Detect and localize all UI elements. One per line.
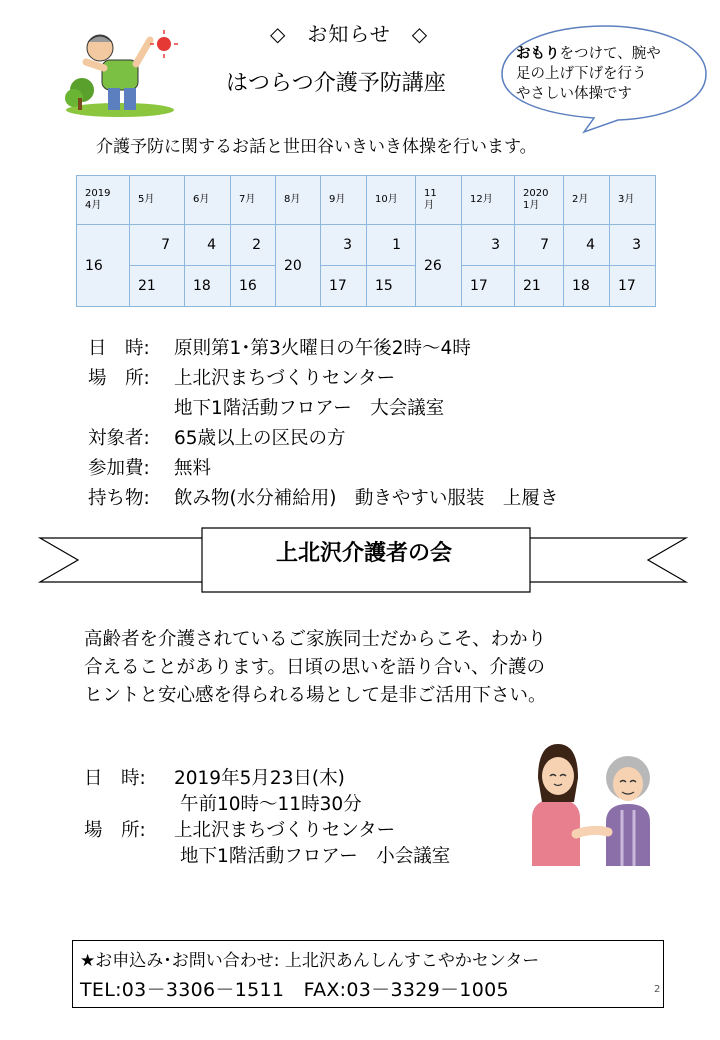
- course-details: [88, 334, 558, 514]
- target-label: 対象者:: [88, 428, 150, 449]
- schedule-table: [76, 175, 656, 307]
- target-value: 65歳以上の区民の方: [174, 428, 346, 449]
- month-cell: 11 月: [416, 176, 462, 225]
- bring-value: 飲み物(水分補給用) 動きやすい服装 上履き: [174, 488, 559, 509]
- date-cell: 7: [515, 225, 564, 266]
- bubble-text: おもりをつけて、腕や 足の上げ下げを行う やさしい体操です: [516, 46, 661, 102]
- date-value: 原則第1･第3火曜日の午後2時～4時: [174, 338, 471, 359]
- date-cell: 18: [185, 266, 231, 307]
- bring-label: 持ち物:: [88, 488, 150, 509]
- exercise-person-illustration: [64, 28, 190, 118]
- date-cell: 26: [416, 225, 462, 307]
- date-cell: 17: [321, 266, 367, 307]
- place-value: 上北沢まちづくりセンター: [174, 368, 396, 389]
- date-cell: 20: [276, 225, 321, 307]
- month-cell: 3月: [610, 176, 656, 225]
- caregivers-title: 上北沢介護者の会: [275, 541, 452, 566]
- fee-label: 参加費:: [88, 458, 150, 479]
- meeting-room-value: 地下1階活動フロアー 小会議室: [180, 846, 451, 867]
- date-cell: 2: [231, 225, 276, 266]
- page-number: 2: [654, 984, 661, 995]
- date-cell: 3: [610, 225, 656, 266]
- date-cell: 15: [367, 266, 416, 307]
- fee-value: 無料: [174, 458, 212, 479]
- month-cell: 5月: [130, 176, 185, 225]
- date-cell: 3: [321, 225, 367, 266]
- date-cell: 4: [185, 225, 231, 266]
- meeting-place-value: 上北沢まちづくりセンター: [174, 820, 396, 841]
- meeting-place-label: 場 所:: [84, 820, 146, 841]
- month-cell: 12月: [462, 176, 515, 225]
- date-cell: 4: [564, 225, 610, 266]
- date-cell: 16: [77, 225, 130, 307]
- month-cell: 7月: [231, 176, 276, 225]
- place-label: 場 所:: [88, 368, 150, 389]
- second-date-row: [77, 266, 656, 307]
- month-cell: 6月: [185, 176, 231, 225]
- date-cell: 17: [610, 266, 656, 307]
- month-cell: 10月: [367, 176, 416, 225]
- intro-text: 介護予防に関するお話と世田谷いきいき体操を行います。: [96, 137, 537, 157]
- date-cell: 7: [130, 225, 185, 266]
- date-cell: 17: [462, 266, 515, 307]
- date-cell: 21: [515, 266, 564, 307]
- notice-heading: ◇ お知らせ ◇: [270, 22, 429, 46]
- course-title: はつらつ介護予防講座: [226, 71, 446, 96]
- date-label: 日 時:: [88, 338, 150, 359]
- month-cell: 9月: [321, 176, 367, 225]
- meeting-time-value: 午前10時～11時30分: [180, 794, 362, 815]
- date-cell: 16: [231, 266, 276, 307]
- meeting-date-label: 日 時:: [84, 768, 146, 789]
- caregiver-elderly-illustration: [518, 738, 668, 868]
- month-cell: 2月: [564, 176, 610, 225]
- contact-phone-fax: TEL:03－3306－1511 FAX:03－3329－1005: [80, 979, 509, 1001]
- contact-center: ★お申込み･お問い合わせ: 上北沢あんしんすこやかセンター: [80, 951, 540, 971]
- first-date-row: [77, 225, 656, 266]
- meeting-details: [84, 766, 450, 870]
- caregivers-description: 高齢者を介護されているご家族同士だからこそ、わかり 合えることがあります。日頃の思いを語り合い、介護の ヒントと安心感を得られる場として是非ご活用下さい。: [84, 629, 547, 706]
- meeting-date-value: 2019年5月23日(木): [174, 768, 345, 789]
- month-cell: 2019 4月: [77, 176, 130, 225]
- date-cell: 3: [462, 225, 515, 266]
- place-value-room: 地下1階活動フロアー 大会議室: [174, 398, 445, 419]
- date-cell: 18: [564, 266, 610, 307]
- month-row: [77, 176, 656, 225]
- date-cell: 1: [367, 225, 416, 266]
- date-cell: 21: [130, 266, 185, 307]
- month-cell: 2020 1月: [515, 176, 564, 225]
- month-cell: 8月: [276, 176, 321, 225]
